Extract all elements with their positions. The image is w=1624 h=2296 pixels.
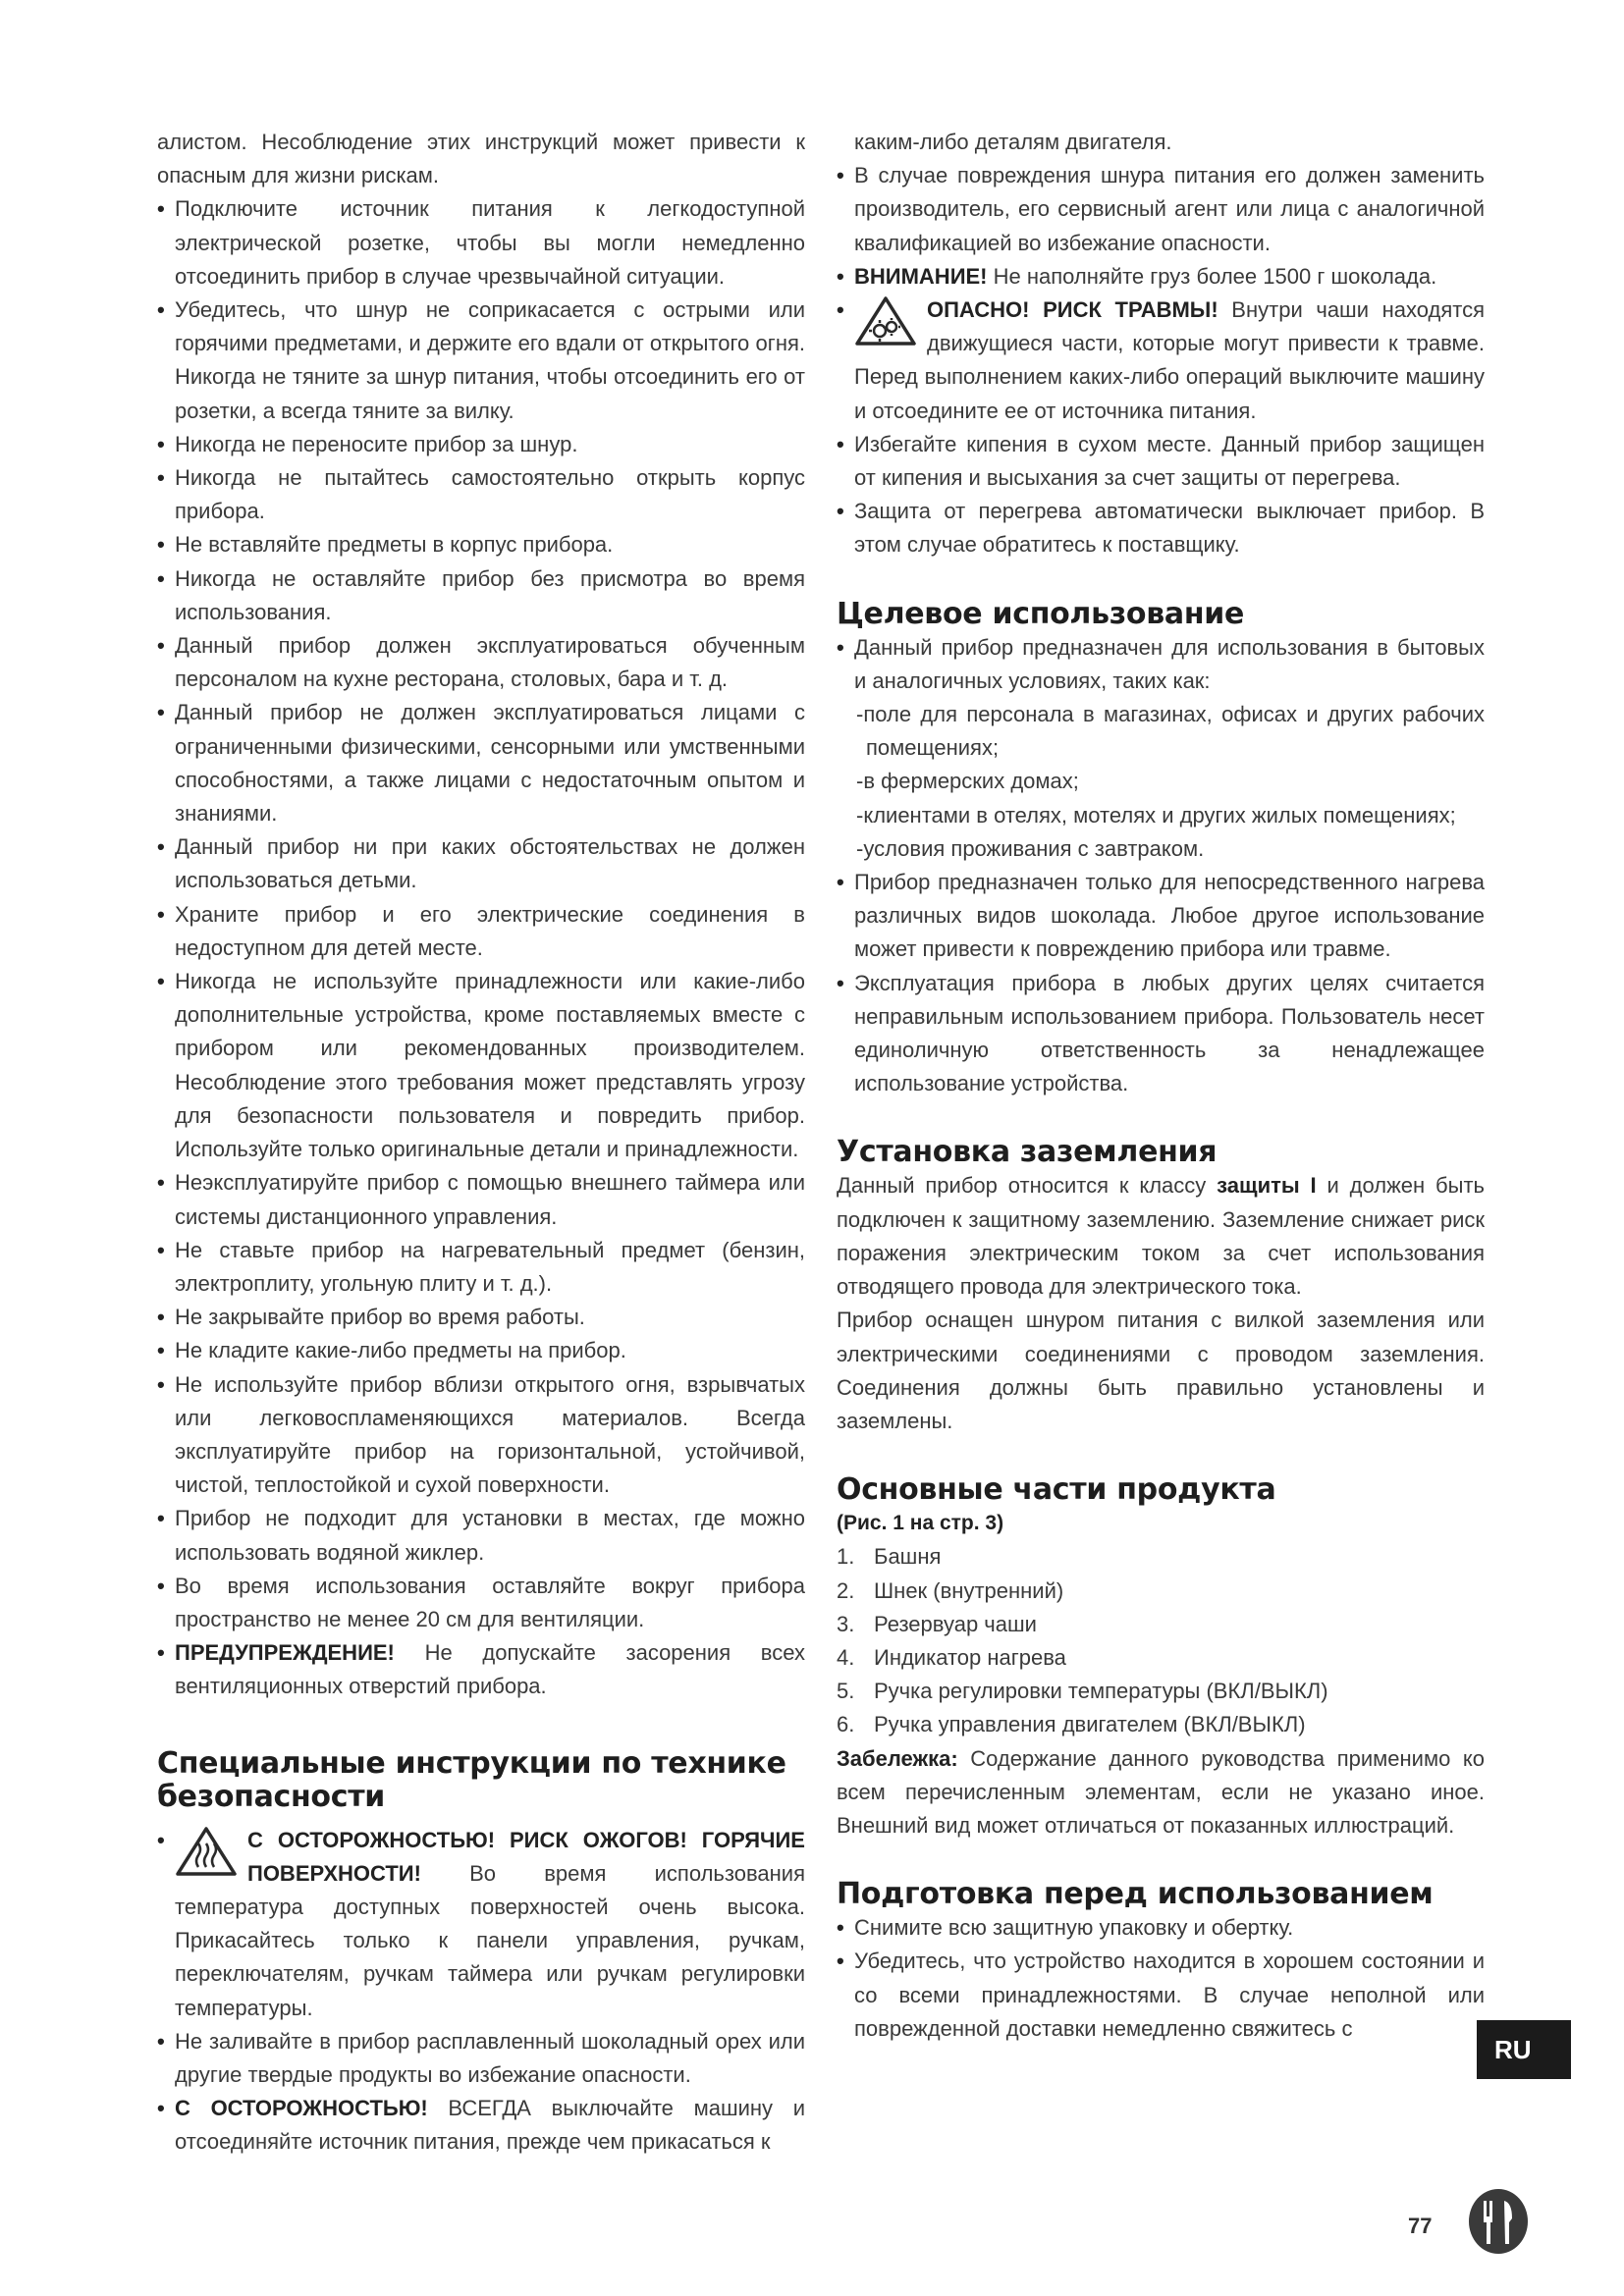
- part-number: 2.: [837, 1577, 855, 1603]
- part-number: 5.: [837, 1679, 855, 1704]
- cutlery-icon: [1467, 2187, 1530, 2256]
- list-item: • В случае повреждения шнура питания его должен заменить производитель, его сервисный агент или лица с аналогичной квалификацией во избежание опасности.: [837, 159, 1485, 260]
- protection-class: защиты I: [1217, 1173, 1317, 1199]
- warning-label: ПРЕДУПРЕЖДЕНИЕ!: [175, 1640, 395, 1666]
- note-paragraph: [837, 1742, 1485, 1843]
- main-parts-heading: Основные части продукта: [837, 1472, 1276, 1508]
- list-item: • Данный прибор не должен эксплуатироваться лицами с ограниченными физическими, сенсорными или умственными способностями, а также лицами с недостаточным опытом и знаниями.: [157, 696, 805, 830]
- list-item: • Эксплуатация прибора в любых других целях считается неправильным использованием прибора. Пользователь несет единоличную ответственность за ненадлежащее использование устройства.: [837, 967, 1485, 1101]
- part-item: [837, 1540, 1485, 1574]
- list-item: • Защита от перегрева автоматически выключает прибор. В этом случае обратитесь к поставщику.: [837, 495, 1485, 561]
- part-item: [837, 1675, 1485, 1708]
- grounding-paragraph: [837, 1169, 1485, 1304]
- dash-item: -клиентами в отелях, мотелях и других жилых помещениях;: [856, 802, 1456, 828]
- part-number: 4.: [837, 1644, 855, 1670]
- grounding-paragraph-2: Прибор оснащен шнуром питания с вилкой заземления или электрическими соединениями с проводом заземления. Соединения должны быть правильно установлены и заземлены.: [837, 1308, 1485, 1433]
- attention-text: Не наполняйте груз более 1500 г шоколада.: [987, 263, 1437, 289]
- part-label: Индикатор нагрева: [874, 1644, 1066, 1670]
- warning-text: Не допускайте засорения всех вентиляционных отверстий прибора.: [175, 1640, 805, 1699]
- part-label: Ручка регулировки температуры (ВКЛ/ВЫКЛ): [874, 1679, 1328, 1704]
- dash-item: -условия проживания с завтраком.: [856, 835, 1205, 861]
- burn-warning-item: [157, 1824, 805, 2025]
- part-item: [837, 1575, 1485, 1608]
- grounding-heading: Установка заземления: [837, 1135, 1218, 1170]
- preparation-heading: Подготовка перед использованием: [837, 1877, 1434, 1912]
- dash-item: -в фермерских домах;: [856, 769, 1079, 794]
- caution-text: ВСЕГДА выключайте машину и отсоединяйте источник питания, прежде чем прикасаться к: [175, 2096, 806, 2155]
- part-label: Башня: [874, 1544, 942, 1570]
- part-number: 3.: [837, 1611, 855, 1636]
- right-column: [837, 126, 1485, 2046]
- list-item: • Храните прибор и его электрические соединения в недоступном для детей месте.: [157, 898, 805, 965]
- special-instructions-heading: Специальные инструкции по технике безопасности: [157, 1745, 786, 1814]
- list-item: • Убедитесь, что устройство находится в хорошем состоянии и со всеми принадлежностями. В случае неполной или поврежденной доставки немедленно свяжитесь с: [837, 1945, 1485, 2046]
- intended-use-heading: Целевое использование: [837, 596, 1245, 631]
- figure-reference: (Рис. 1 на стр. 3): [837, 1512, 1004, 1535]
- grounding-text-a: Данный прибор относится к классу: [837, 1173, 1218, 1199]
- part-label: Резервуар чаши: [874, 1611, 1037, 1636]
- list-item: • Не вставляйте предметы в корпус прибора.: [157, 528, 805, 561]
- part-label: Ручка управления двигателем (ВКЛ/ВЫКЛ): [874, 1712, 1306, 1737]
- list-item: • Никогда не оставляйте прибор без присмотра во время использования.: [157, 562, 805, 629]
- part-number: 6.: [837, 1712, 855, 1737]
- list-item: • Подключите источник питания к легкодоступной электрической розетке, чтобы вы могли немедленно отсоединить прибор в случае чрезвычайной ситуации.: [157, 192, 805, 294]
- warning-item: [157, 1636, 805, 1703]
- list-item: • Данный прибор ни при каких обстоятельствах не должен использоваться детьми.: [157, 830, 805, 897]
- left-column: [157, 126, 805, 2160]
- list-item: • Не кладите какие-либо предметы на прибор.: [157, 1334, 805, 1367]
- list-item: • Не ставьте прибор на нагревательный предмет (бензин, электроплиту, угольную плиту и т. д.).: [157, 1234, 805, 1301]
- part-number: 1.: [837, 1544, 855, 1570]
- page-number: 77: [1408, 2214, 1433, 2238]
- attention-item: [837, 260, 1485, 294]
- part-label: Шнек (внутренний): [874, 1577, 1064, 1603]
- list-item: • Не заливайте в прибор расплавленный шоколадный орех или другие твердые продукты во избежание опасности.: [157, 2025, 805, 2092]
- list-item: • Никогда не используйте принадлежности или какие-либо дополнительные устройства, кроме поставляемых вместе с прибором или рекомендованных производителем. Несоблюдение этого требования может представлять угрозу для безопасности пользователя и повредить прибор. Используйте только оригинальные детали и принадлежности.: [157, 965, 805, 1166]
- list-item: • Снимите всю защитную упаковку и обертку.: [837, 1911, 1485, 1945]
- list-item: • Никогда не пытайтесь самостоятельно открыть корпус прибора.: [157, 461, 805, 528]
- note-text: Содержание данного руководства применимо ко всем перечисленным элементам, если не указано иное. Внешний вид может отличаться от показанных иллюстраций.: [837, 1745, 1485, 1838]
- caution-item: [157, 2092, 805, 2159]
- list-item: • Избегайте кипения в сухом месте. Данный прибор защищен от кипения и высыхания за счет защиты от перегрева.: [837, 428, 1485, 495]
- note-label: Забележка:: [837, 1745, 958, 1771]
- list-item: • Данный прибор должен эксплуатироваться обученным персоналом на кухне ресторана, столовых, бара и т. д.: [157, 629, 805, 696]
- part-item: [837, 1708, 1485, 1741]
- continued-text: каким-либо деталям двигателя.: [854, 130, 1172, 154]
- attention-label: ВНИМАНИЕ!: [854, 263, 988, 289]
- list-item: • Не используйте прибор вблизи открытого огня, взрывчатых или легковоспламеняющихся материалов. Всегда эксплуатируйте прибор на горизонтальной, устойчивой, чистой, теплостойкой и сухой поверхности.: [157, 1368, 805, 1503]
- dash-item: -поле для персонала в магазинах, офисах и других рабочих помещениях;: [856, 702, 1485, 761]
- list-item: • Никогда не переносите прибор за шнур.: [157, 428, 805, 461]
- burn-warning-text: Во время использования температура доступных поверхностей очень высока. Прикасайтесь только к панели управления, ручкам, переключателям, ручкам таймера или ручкам регулировки температуры.: [175, 1860, 805, 2020]
- moving-parts-warning-icon: [854, 295, 917, 347]
- list-item: • Убедитесь, что шнур не соприкасается с острыми или горячими предметами, и держите его вдали от открытого огня. Никогда не тяните за шнур питания, чтобы отсоединить его от розетки, а всегда тяните за вилку.: [157, 294, 805, 428]
- list-item: • Не закрывайте прибор во время работы.: [157, 1301, 805, 1334]
- caution-label: С ОСТОРОЖНОСТЬЮ!: [175, 2096, 428, 2121]
- intro-paragraph: алистом. Несоблюдение этих инструкций может привести к опасным для жизни рискам.: [157, 130, 805, 188]
- grounding-text-b: и должен быть подключен к защитному заземлению. Заземление снижает риск поражения электрическим током за счет использования отводящего провода для электрического тока.: [837, 1173, 1485, 1300]
- language-tab: RU: [1477, 2020, 1571, 2079]
- list-item: • Прибор не подходит для установки в местах, где можно использовать водяной жиклер.: [157, 1502, 805, 1569]
- burn-warning-label: С ОСТОРОЖНОСТЬЮ! РИСК ОЖОГОВ! ГОРЯЧИЕ ПОВЕРХНОСТИ!: [247, 1827, 805, 1886]
- list-item: • Во время использования оставляйте вокруг прибора пространство не менее 20 см для вентиляции.: [157, 1570, 805, 1636]
- part-item: [837, 1641, 1485, 1675]
- list-item: • Прибор предназначен только для непосредственного нагрева различных видов шоколада. Любое другое использование может привести к повреждению прибора или травме.: [837, 866, 1485, 967]
- list-item: • Неэксплуатируйте прибор с помощью внешнего таймера или системы дистанционного управления.: [157, 1166, 805, 1233]
- danger-label: ОПАСНО! РИСК ТРАВМЫ!: [927, 297, 1218, 323]
- list-item: • Данный прибор предназначен для использования в бытовых и аналогичных условиях, таких как:: [837, 631, 1485, 698]
- hot-surface-warning-icon: [175, 1826, 238, 1877]
- danger-item: [837, 294, 1485, 428]
- part-item: [837, 1608, 1485, 1641]
- danger-text: Внутри чаши находятся движущиеся части, которые могут привести к травме. Перед выполнением каких-либо операций выключите машину и отсоедините ее от источника питания.: [854, 297, 1486, 423]
